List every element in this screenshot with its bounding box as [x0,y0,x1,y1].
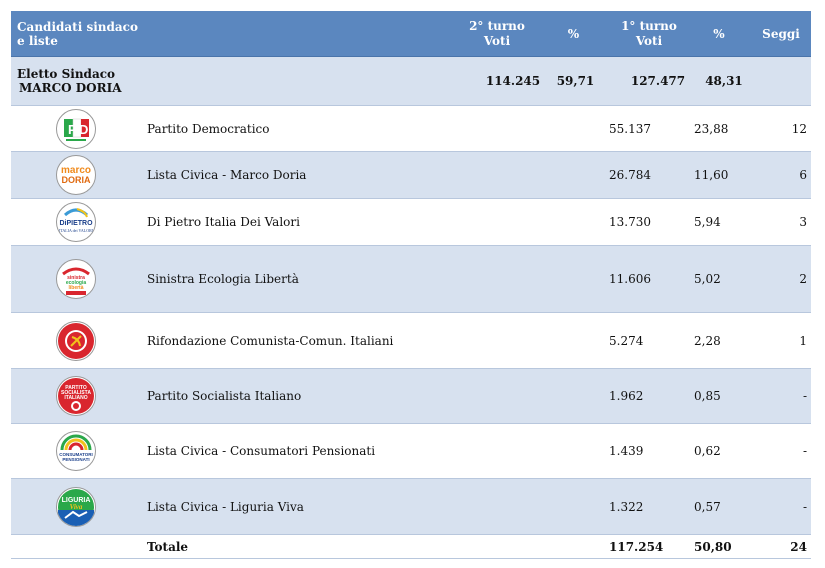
total-row [11,535,811,559]
header-pct1: % [713,26,725,41]
svg-text:D: D [79,121,89,137]
eletto-pct1: 48,31 [705,74,743,88]
liguria-viva-logo-icon [56,487,96,527]
party-row [11,199,811,246]
party-seggi: - [802,389,807,403]
svg-text:ITALIA dei VALORI: ITALIA dei VALORI [58,228,94,233]
svg-text:DiPIETRO: DiPIETRO [59,220,93,227]
party-row [11,369,811,424]
results-table [11,11,811,559]
marco-doria-logo-text-bottom: DORIA [61,175,91,185]
eletto-pct2: 59,71 [556,74,595,88]
svg-text:ecologia: ecologia [65,280,87,286]
party-row [11,424,811,479]
party-row [11,479,811,535]
party-name: Rifondazione Comunista-Comun. Italiani [147,333,394,348]
party-voti: 13.730 [609,215,651,229]
eletto-row [11,57,811,106]
svg-text:LIGURIA: LIGURIA [61,496,91,504]
party-pct: 5,94 [694,215,721,229]
party-name: Sinistra Ecologia Libertà [147,272,299,286]
party-voti: 11.606 [609,272,651,286]
party-row [11,106,811,152]
party-pct: 5,02 [694,272,721,286]
party-name: Di Pietro Italia Dei Valori [147,215,300,229]
total-voti: 117.254 [609,539,664,554]
svg-text:PENSIONATI: PENSIONATI [62,457,90,462]
party-seggi: 3 [799,215,807,229]
party-row [11,313,811,369]
svg-text:CONSUMATORI: CONSUMATORI [59,452,93,457]
total-seggi: 24 [790,539,807,554]
svg-text:ITALIANO: ITALIANO [64,395,88,401]
header-turno2-voti: 2° turno Voti [469,18,525,48]
eletto-label-cell [17,57,297,105]
sel-logo-icon [56,259,96,299]
party-pct: 11,60 [694,168,729,182]
rifondazione-logo-icon [56,321,96,361]
eletto-name: MARCO DORIA [19,81,122,95]
party-row [11,152,811,199]
party-name: Partito Democratico [147,121,270,136]
marco-doria-logo-icon [56,155,96,195]
header-candidati: Candidati sindaco e liste [17,19,138,48]
eletto-label: Eletto Sindaco [17,67,116,81]
party-name: Lista Civica - Marco Doria [147,168,307,182]
svg-text:SOCIALISTA: SOCIALISTA [61,390,91,396]
party-pct: 23,88 [694,121,729,136]
svg-text:libertà: libertà [68,285,84,291]
party-voti: 26.784 [609,168,651,182]
party-seggi: - [802,499,807,514]
header-pct2: % [567,26,580,41]
eletto-voti1: 127.477 [630,73,686,88]
party-voti: 5.274 [609,333,644,348]
svg-text:Viva: Viva [69,502,83,511]
party-name: Lista Civica - Consumatori Pensionati [147,444,376,458]
svg-text:P: P [68,121,77,137]
party-seggi: 6 [799,168,807,182]
psi-logo-icon [56,376,96,416]
party-voti: 1.439 [609,444,644,458]
header-seggi: Seggi [762,26,800,41]
party-voti: 1.962 [609,389,644,403]
party-name: Partito Socialista Italiano [147,389,302,403]
total-pct: 50,80 [694,539,732,554]
header-turno1-voti: 1° turno Voti [621,18,677,48]
party-seggi: 12 [791,121,807,136]
party-pct: 0,62 [694,444,721,458]
party-seggi: - [802,444,807,458]
pd-logo-icon [56,109,96,149]
svg-text:PARTITO: PARTITO [65,385,87,391]
party-pct: 0,85 [694,389,721,403]
marco-doria-logo-text-top: marco [60,165,92,176]
party-seggi: 2 [799,272,807,286]
party-row [11,246,811,313]
table-header [11,11,811,57]
party-pct: 2,28 [694,333,721,348]
consumatori-logo-icon [56,431,96,471]
party-voti: 1.322 [609,499,644,514]
eletto-voti2: 114.245 [485,73,541,88]
party-pct: 0,57 [694,499,721,514]
party-seggi: 1 [799,333,807,348]
svg-text:sinistra: sinistra [67,275,85,281]
party-name: Lista Civica - Liguria Viva [147,499,304,514]
party-voti: 55.137 [609,121,651,136]
total-label: Totale [147,539,189,554]
idv-logo-icon [56,202,96,242]
